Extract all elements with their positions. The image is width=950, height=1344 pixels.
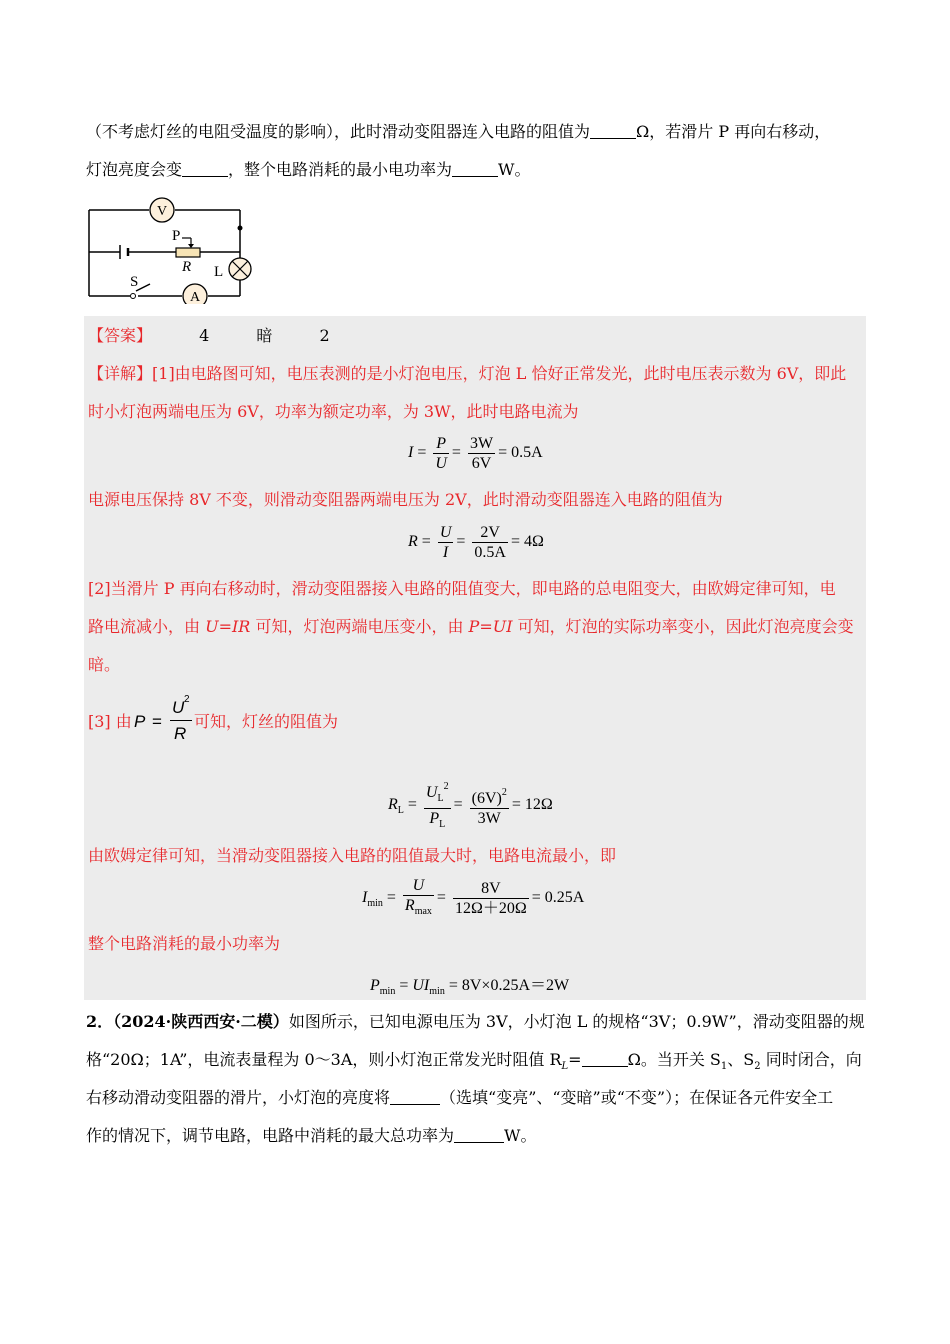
- detail-text: [1]由电路图可知，电压表测的是小灯泡电压，灯泡 L 恰好正常发光，此时电压表示数为 6V，即此: [152, 364, 847, 383]
- detail-text: 整个电路消耗的最小功率为: [88, 934, 281, 953]
- eq-numerator: U: [403, 876, 434, 896]
- slider-label: P: [172, 228, 181, 244]
- voltmeter-label: V: [156, 204, 168, 219]
- question-number: 2．（2024·陕西西安·二模）: [86, 1012, 289, 1031]
- resistor-label: R: [182, 259, 192, 275]
- answer-2: 暗: [256, 326, 273, 345]
- question-text: W。: [504, 1126, 537, 1145]
- eq-subscript: max: [414, 906, 432, 917]
- question-text: 、S: [727, 1050, 755, 1069]
- equation-min-power: $P_{min} = UI_{min} = 8V\times 0.25A=2W$: [370, 977, 570, 997]
- question-text: 格“20Ω；1A”，电流表量程为 0～3A，则小灯泡正常发光时阻值 R: [86, 1050, 562, 1069]
- switch-label: S: [130, 274, 139, 290]
- detail-text: [2]当滑片 P 再向右移动时，滑动变阻器接入电路的阻值变大，即电路的总电阻变大，由欧姆定律可知，电: [88, 579, 836, 598]
- eq-numerator: 8V: [453, 879, 529, 899]
- intro-line-2: [86, 160, 530, 180]
- eq-subscript: min: [379, 986, 396, 997]
- detail-line-9: [88, 934, 280, 954]
- intro-text: Ω，若滑片 P 再向右移动，: [636, 122, 831, 141]
- answer-blank: [452, 160, 498, 177]
- eq-denominator: R: [174, 724, 187, 743]
- detail-text: 可知，灯丝的阻值为: [194, 712, 339, 731]
- detail-formula: P=UI: [468, 617, 513, 636]
- ammeter-label: A: [189, 290, 201, 304]
- question-subscript: 1: [720, 1061, 728, 1072]
- eq-symbol: P: [370, 977, 380, 994]
- detail-text: 路电流减小，由: [88, 617, 206, 636]
- detail-formula: U=IR: [205, 617, 251, 636]
- detail-line-8: [88, 846, 616, 866]
- question-2-line-1: [86, 1012, 865, 1032]
- question-text: 如图所示，已知电源电压为 3V，小灯泡 L 的规格“3V；0.9W”，滑动变阻器的规: [288, 1012, 865, 1031]
- question-2-line-3: [86, 1088, 833, 1108]
- eq-symbol: I: [408, 444, 414, 462]
- eq-numerator: U: [425, 784, 438, 801]
- eq-denominator: 3W: [477, 810, 501, 827]
- detail-line-3: [88, 490, 723, 510]
- detail-text: 可知，灯泡的实际功率变小，因此灯泡亮度会变: [512, 617, 854, 636]
- detail-line-4: [88, 579, 836, 599]
- answer-blank: [182, 160, 228, 177]
- question-subscript: L: [561, 1061, 569, 1072]
- eq-symbol: R: [388, 796, 398, 814]
- intro-text: W。: [498, 160, 531, 179]
- intro-line-1: [86, 122, 830, 142]
- detail-line-6: [88, 655, 120, 675]
- answer-blank: [590, 122, 636, 139]
- eq-denominator: 12Ω＋20Ω: [454, 900, 527, 917]
- equation-resistance: R = $\frac{U}{I}$ = $\frac{2V}{0.5A}$ = 4Ω: [408, 524, 544, 561]
- equation-current: I = $\frac{P}{U}$ = $\frac{3W}{6V}$ = 0.5A: [408, 435, 543, 472]
- eq-numerator: U: [172, 698, 185, 717]
- answer-line: [88, 326, 330, 346]
- question-text: Ω。当开关 S: [627, 1050, 721, 1069]
- question-text: （选填“变亮”、“变暗”或“不变”）；在保证各元件安全工: [440, 1088, 834, 1107]
- question-2-line-2: [86, 1050, 862, 1077]
- circuit-diagram: [80, 196, 260, 304]
- detail-text: 可知，灯泡两端电压变小，由: [250, 617, 469, 636]
- detail-line-1: [88, 364, 846, 384]
- detail-tag: 【详解】: [88, 364, 153, 383]
- answer-blank: [390, 1088, 440, 1105]
- eq-subscript: L: [439, 819, 446, 830]
- eq-denominator: 6V: [471, 455, 492, 472]
- question-text: 作的情况下，调节电路，电路中消耗的最大总功率为: [86, 1126, 455, 1145]
- intro-text: 灯泡亮度会变: [86, 160, 183, 179]
- detail-text: 电源电压保持 8V 不变，则滑动变阻器两端电压为 2V，此时滑动变阻器连入电路的阻值为: [88, 490, 723, 509]
- eq-superscript: 2: [443, 781, 449, 792]
- detail-line-5: [88, 617, 854, 637]
- eq-denominator: 0.5A: [474, 544, 506, 561]
- eq-numerator: 3W: [469, 435, 494, 452]
- eq-symbol: R: [408, 533, 418, 551]
- eq-denominator: I: [442, 544, 449, 561]
- eq-symbol: I: [362, 889, 368, 907]
- detail-line-7b: [194, 712, 338, 732]
- eq-denominator: P: [429, 810, 440, 827]
- detail-line-7: [88, 712, 132, 732]
- eq-denominator: U: [435, 455, 447, 472]
- eq-subscript: min: [429, 986, 445, 997]
- eq-superscript: 2: [501, 787, 507, 798]
- question-text: 同时闭合，向: [760, 1050, 862, 1069]
- eq-numerator: P: [433, 434, 449, 454]
- eq-result: 0.5A: [511, 444, 543, 462]
- detail-text: 暗。: [88, 655, 121, 674]
- eq-result: 12Ω: [524, 796, 553, 814]
- detail-text: 时小灯泡两端电压为 6V，功率为额定功率，为 3W，此时电路电流为: [88, 402, 579, 421]
- detail-line-2: [88, 402, 579, 422]
- answer-1: 4: [199, 326, 210, 345]
- intro-text: （不考虑灯丝的电阻受温度的影响），此时滑动变阻器连入电路的阻值为: [86, 122, 591, 141]
- intro-text: ，整个电路消耗的最小电功率为: [228, 160, 453, 179]
- eq-result: 4Ω: [524, 533, 544, 551]
- equation-min-current: $I_{min}$ = $\frac{U}{R_{max}}$ = $\frac{8V}{12\Omega+20\Omega}$ = 0.25A: [362, 877, 585, 917]
- eq-symbol: P: [134, 712, 146, 731]
- answer-blank: [454, 1126, 504, 1143]
- answer-blank: [582, 1050, 628, 1067]
- lamp-label: L: [214, 264, 224, 280]
- eq-term: UI: [412, 977, 430, 994]
- eq-result: 0.25A: [544, 889, 585, 907]
- eq-subscript: L: [437, 793, 444, 804]
- eq-numerator: U: [439, 524, 452, 541]
- question-text: 右移动滑动变阻器的滑片，小灯泡的亮度将: [86, 1088, 391, 1107]
- question-2-line-4: [86, 1126, 536, 1146]
- question-subscript: 2: [754, 1061, 761, 1072]
- answer-3: 2: [319, 326, 330, 345]
- equation-lamp-resistance: $R_L$ = $\frac{U_L^2}{P_L}$ = $\frac{(6V)^2}{3W}$ = 12Ω: [388, 777, 553, 834]
- eq-numerator: 2V: [472, 523, 508, 543]
- eq-denominator: R: [404, 897, 415, 914]
- answer-tag: 【答案】: [88, 326, 153, 345]
- eq-subscript: L: [397, 805, 404, 817]
- question-text: =: [568, 1050, 582, 1069]
- detail-text: [3] 由: [88, 712, 132, 731]
- eq-numerator: (6V): [471, 790, 502, 807]
- eq-subscript: min: [367, 898, 383, 910]
- detail-text: 由欧姆定律可知，当滑动变阻器接入电路的阻值最大时，电路电流最小，即: [88, 846, 617, 865]
- eq-result: 8V×0.25A＝2W: [461, 977, 570, 994]
